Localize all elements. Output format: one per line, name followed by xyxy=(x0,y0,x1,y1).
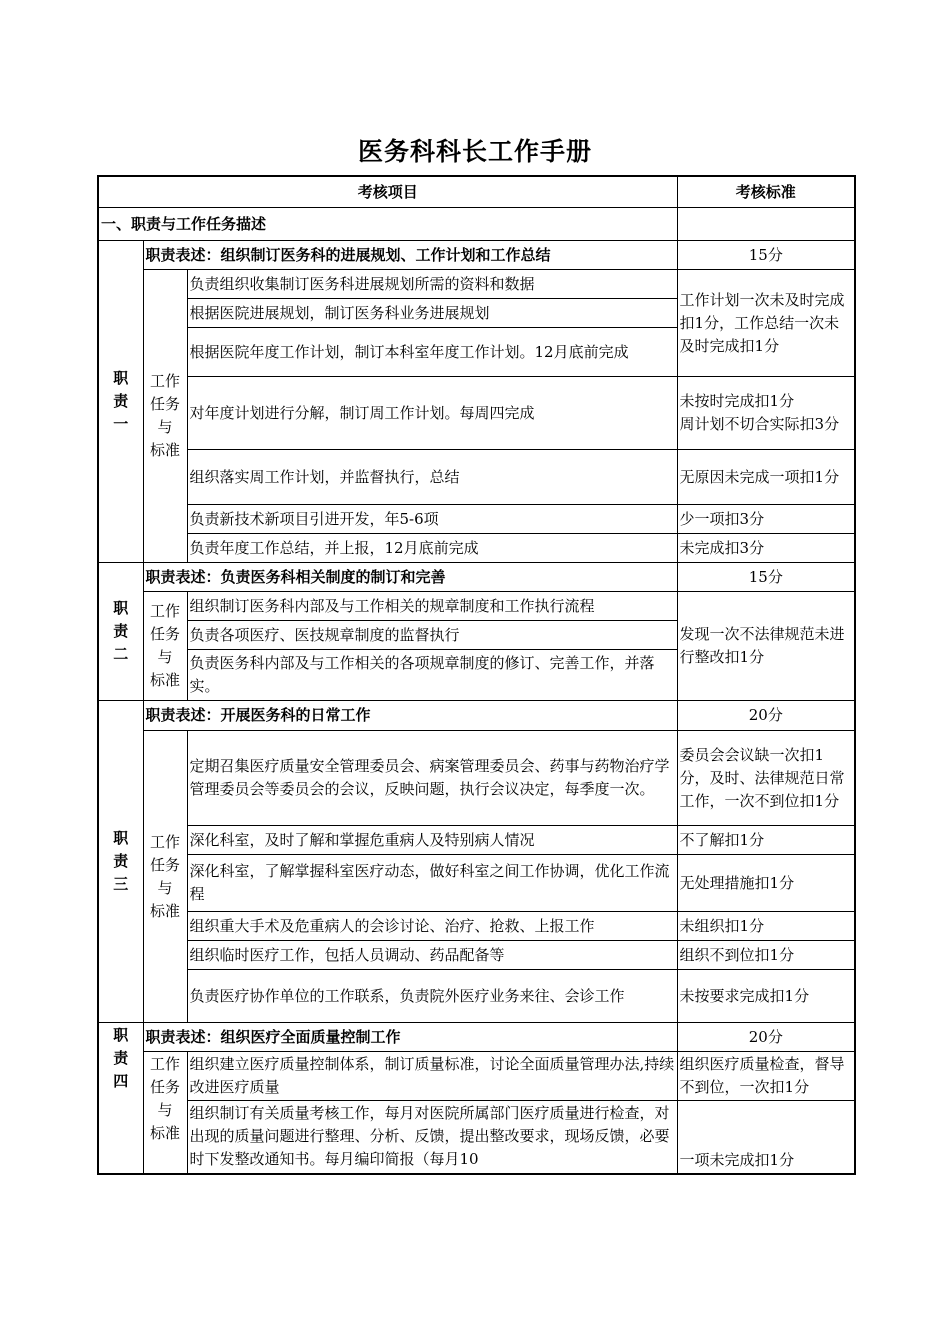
duty-1-criteria-2: 未按时完成扣1分 周计划不切合实际扣3分 xyxy=(677,377,855,450)
table-row xyxy=(98,534,855,563)
duty-2-criteria-1: 发现一次不法律规范未进行整改扣1分 xyxy=(677,592,855,701)
table-row xyxy=(98,941,855,970)
duty-1-score: 15分 xyxy=(677,241,855,270)
table-row xyxy=(98,912,855,941)
duty-1-description: 职责表述：组织制订医务科的进展规划、工作计划和工作总结 xyxy=(143,241,677,270)
table-row xyxy=(98,1052,855,1101)
duty-2-score: 15分 xyxy=(677,563,855,592)
duty-4-description: 职责表述：组织医疗全面质量控制工作 xyxy=(143,1023,677,1052)
duty-3-criteria-4: 未组织扣1分 xyxy=(677,912,855,941)
table-row xyxy=(98,592,855,621)
page-title: 医务科科长工作手册 xyxy=(357,137,592,166)
duty-2-area-label: 工作 任务 与 标准 xyxy=(143,592,187,701)
table-row xyxy=(98,855,855,912)
duty-3-task-2: 深化科室，及时了解和掌握危重病人及特别病人情况 xyxy=(187,826,677,855)
duty-3-criteria-3: 无处理措施扣1分 xyxy=(677,855,855,912)
duty-3-task-3: 深化科室，了解掌握科室医疗动态，做好科室之间工作协调，优化工作流程 xyxy=(187,855,677,912)
table-row xyxy=(98,970,855,1023)
table-row xyxy=(98,377,855,450)
duty-3-task-4: 组织重大手术及危重病人的会诊讨论、治疗、抢救、上报工作 xyxy=(187,912,677,941)
duty-3-area-label: 工作 任务 与 标准 xyxy=(143,731,187,1023)
duty-3-score: 20分 xyxy=(677,701,855,731)
duty-1-criteria-1: 工作计划一次未及时完成扣1分，工作总结一次未及时完成扣1分 xyxy=(677,270,855,377)
duty-2-label: 职 责 二 xyxy=(98,563,143,701)
duty-3-criteria-6: 未按要求完成扣1分 xyxy=(677,970,855,1023)
duty-1-task-1: 负责组织收集制订医务科进展规划所需的资料和数据 xyxy=(187,270,677,299)
duty-1-task-3: 根据医院年度工作计划，制订本科室年度工作计划。12月底前完成 xyxy=(187,328,677,377)
duty-4-area-label: 工作 任务 与 标准 xyxy=(143,1052,187,1175)
duty-1-task-6: 负责新技术新项目引进开发，年5-6项 xyxy=(187,505,677,534)
assessment-table xyxy=(97,175,856,1175)
duty-3-criteria-2: 不了解扣1分 xyxy=(677,826,855,855)
duty-1-criteria-5: 未完成扣3分 xyxy=(677,534,855,563)
table-row xyxy=(98,270,855,299)
duty-1-label: 职 责 一 xyxy=(98,241,143,563)
table-row xyxy=(98,505,855,534)
table-row xyxy=(98,450,855,505)
table-row xyxy=(98,731,855,826)
duty-2-task-3: 负责医务科内部及与工作相关的各项规章制度的修订、完善工作，并落实。 xyxy=(187,650,677,701)
duty-4-desc-row xyxy=(98,1023,855,1052)
duty-3-task-6: 负责医疗协作单位的工作联系，负责院外医疗业务来往、会诊工作 xyxy=(187,970,677,1023)
duty-2-desc-row xyxy=(98,563,855,592)
duty-1-area-label: 工作 任务 与 标准 xyxy=(143,270,187,563)
section-row xyxy=(98,208,855,241)
table-row xyxy=(98,1101,855,1175)
duty-2-description: 职责表述：负责医务科相关制度的制订和完善 xyxy=(143,563,677,592)
duty-1-desc-row xyxy=(98,241,855,270)
table-header-row xyxy=(98,176,855,208)
duty-3-desc-row xyxy=(98,701,855,731)
duty-1-task-5: 组织落实周工作计划，并监督执行，总结 xyxy=(187,450,677,505)
duty-3-criteria-1: 委员会会议缺一次扣1分，及时、法律规范日常工作，一次不到位扣1分 xyxy=(677,731,855,826)
duty-1-task-2: 根据医院进展规划，制订医务科业务进展规划 xyxy=(187,299,677,328)
duty-1-criteria-4: 少一项扣3分 xyxy=(677,505,855,534)
duty-4-task-1: 组织建立医疗质量控制体系，制订质量标准，讨论全面质量管理办法,持续改进医疗质量 xyxy=(187,1052,677,1101)
duty-2-task-2: 负责各项医疗、医技规章制度的监督执行 xyxy=(187,621,677,650)
duty-1-criteria-3: 无原因未完成一项扣1分 xyxy=(677,450,855,505)
header-item: 考核项目 xyxy=(98,176,677,208)
duty-4-criteria-1: 组织医疗质量检查，督导不到位，一次扣1分 xyxy=(677,1052,855,1101)
duty-1-task-4: 对年度计划进行分解，制订周工作计划。每周四完成 xyxy=(187,377,677,450)
duty-4-criteria-2: 一项未完成扣1分 xyxy=(677,1101,855,1175)
duty-4-score: 20分 xyxy=(677,1023,855,1052)
duty-3-description: 职责表述：开展医务科的日常工作 xyxy=(143,701,677,731)
duty-3-criteria-5: 组织不到位扣1分 xyxy=(677,941,855,970)
table-row xyxy=(98,826,855,855)
duty-2-task-1: 组织制订医务科内部及与工作相关的规章制度和工作执行流程 xyxy=(187,592,677,621)
duty-3-task-1: 定期召集医疗质量安全管理委员会、病案管理委员会、药事与药物治疗学管理委员会等委员会的会议，反映问题，执行会议决定，每季度一次。 xyxy=(187,731,677,826)
duty-3-task-5: 组织临时医疗工作，包括人员调动、药品配备等 xyxy=(187,941,677,970)
section-blank xyxy=(677,208,855,241)
header-standard: 考核标准 xyxy=(677,176,855,208)
duty-4-task-2: 组织制订有关质量考核工作，每月对医院所属部门医疗质量进行检查，对出现的质量问题进行整理、分析、反馈，提出整改要求，现场反馈，必要时下发整改通知书。每月编印简报（每月10 xyxy=(187,1101,677,1175)
duty-4-label: 职 责 四 xyxy=(98,1023,143,1175)
duty-1-task-7: 负责年度工作总结，并上报，12月底前完成 xyxy=(187,534,677,563)
section-title: 一、职责与工作任务描述 xyxy=(98,208,677,241)
duty-3-label: 职 责 三 xyxy=(98,701,143,1023)
